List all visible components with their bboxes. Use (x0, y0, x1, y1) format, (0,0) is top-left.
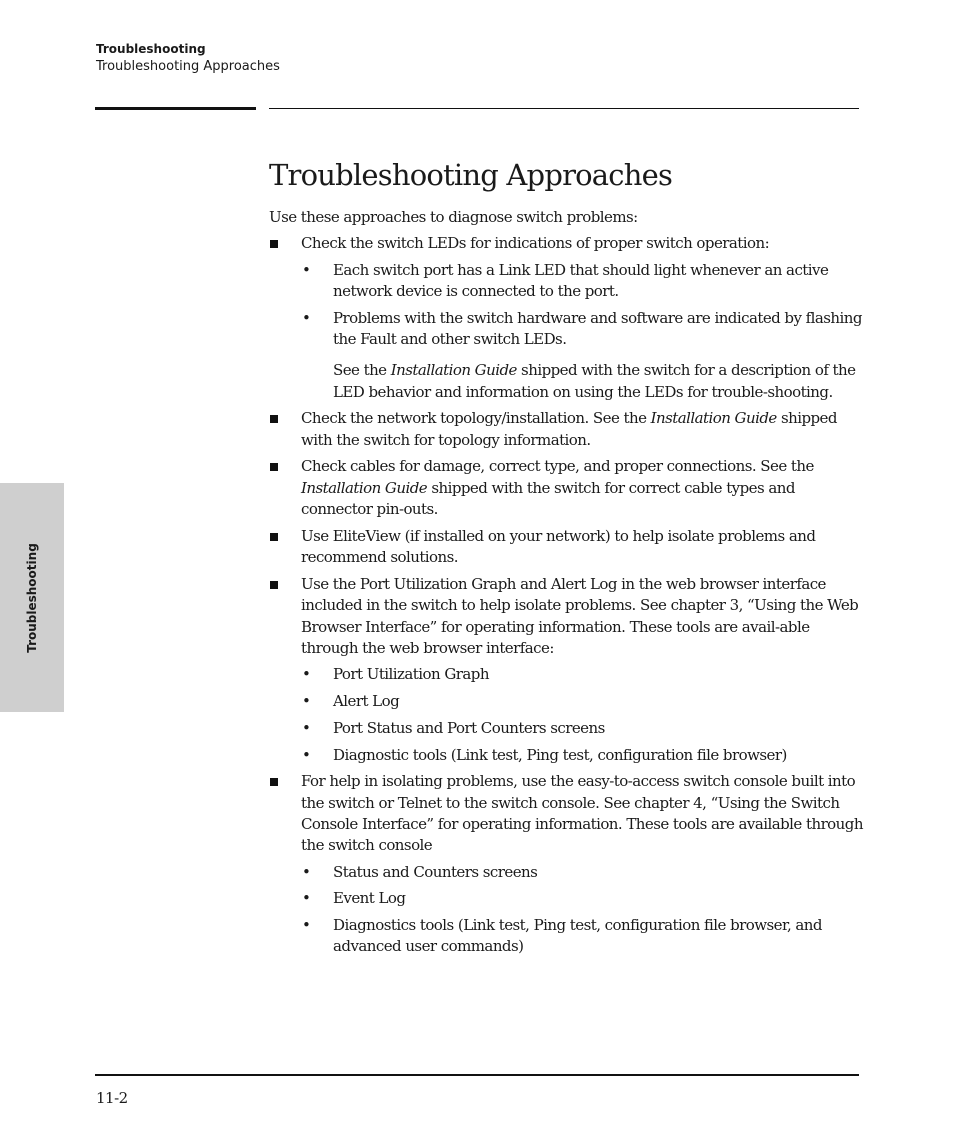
page-number: 11-2 (96, 1089, 128, 1107)
footer-rule (95, 1074, 859, 1076)
list-item-text: Use the Port Utilization Graph and Alert Log in the web browser interface included in the switch to help isolate problems. See chapter 3, “Using the Web Browser Interface” for operating information. These tools are avail-able through the web browser interface: (301, 574, 859, 657)
sub-list (301, 260, 864, 351)
sub-list-item: • Port Utilization Graph (301, 664, 864, 685)
approaches-list (269, 233, 864, 957)
sub-list-item: • Alert Log (301, 691, 864, 712)
list-item (269, 574, 864, 766)
running-header-section: Troubleshooting Approaches (96, 59, 280, 74)
list-item-text: For help in isolating problems, use the easy-to-access switch console built into the switch or Telnet to the switch console. See chapter 4, “Using the Switch Console Interface” for operating information. These tools are available through the switch console (301, 772, 863, 855)
sub-list (301, 664, 864, 766)
book-title: Installation Guide (390, 361, 517, 380)
header-rule-thick (95, 107, 256, 110)
header-rule-thin (269, 108, 859, 109)
book-title: Installation Guide (301, 478, 428, 497)
sub-list (301, 862, 864, 958)
list-item (269, 771, 864, 957)
body-content (269, 207, 864, 963)
sub-list-item: • Each switch port has a Link LED that should light whenever an active network device is connected to the port. (301, 260, 864, 303)
sub-list-item: • Problems with the switch hardware and software are indicated by flashing the Fault and other switch LEDs. (301, 308, 864, 351)
note-paragraph: See the Installation Guide shipped with the switch for a description of the LED behavior and information on using the LEDs for trouble-shooting. (333, 361, 856, 401)
list-item: Use EliteView (if installed on your network) to help isolate problems and recommend solutions. (269, 526, 864, 569)
list-item-text: Check the switch LEDs for indications of proper switch operation: (301, 234, 770, 253)
list-item: Check the network topology/installation. See the Installation Guide shipped with the switch for topology information. (269, 408, 864, 451)
running-header-chapter: Troubleshooting (96, 42, 206, 56)
sub-list-item: • Status and Counters screens (301, 862, 864, 883)
intro-paragraph: Use these approaches to diagnose switch problems: (269, 208, 638, 226)
sub-list-item: • Port Status and Port Counters screens (301, 718, 864, 739)
page-title: Troubleshooting Approaches (269, 158, 673, 193)
sub-list-item: • Diagnostic tools (Link test, Ping test, configuration file browser) (301, 745, 864, 766)
sub-list-item: • Event Log (301, 888, 864, 909)
list-item: Check cables for damage, correct type, and proper connections. See the Installation Guide shipped with the switch for correct cable types and connector pin-outs. (269, 456, 864, 520)
book-title: Installation Guide (650, 409, 777, 428)
sub-list-item: • Diagnostics tools (Link test, Ping test, configuration file browser, and advanced user commands) (301, 915, 864, 958)
side-tab-label: Troubleshooting (25, 542, 39, 653)
chapter-side-tab (0, 483, 64, 712)
list-item (269, 233, 864, 403)
